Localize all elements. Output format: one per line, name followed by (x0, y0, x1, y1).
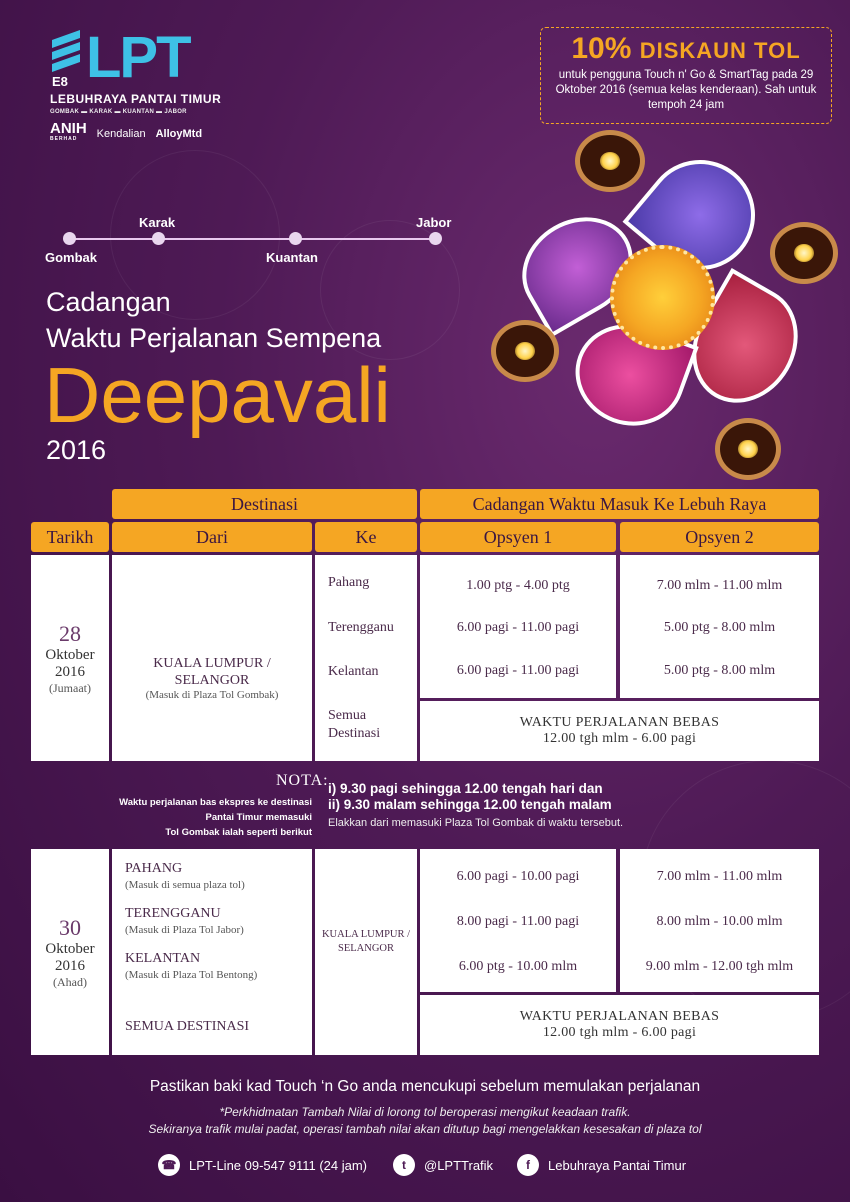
nota-sub: Elakkan dari memasuki Plaza Tol Gombak di waktu tersebut. (328, 817, 624, 829)
row2-opsyen2 (620, 849, 819, 992)
header-opsyen1: Opsyen 1 (420, 522, 616, 552)
row1-op2-time: 5.00 ptg - 8.00 mlm (663, 663, 776, 678)
row2-free-title: WAKTU PERJALANAN BEBAS (519, 1009, 720, 1024)
row2-to-name: KUALA LUMPUR / SELANGOR (321, 929, 411, 954)
row2-from (112, 849, 312, 1055)
anih-logo: ANIH (50, 120, 87, 137)
rangoli-decoration (505, 130, 850, 485)
phone-icon: ☎ (158, 1154, 180, 1176)
contact-twitter[interactable] (393, 1154, 493, 1176)
route-stop-gombak: Gombak (45, 250, 98, 265)
route-dot (429, 232, 442, 245)
row1-op1-time: 6.00 pagi - 11.00 pagi (456, 620, 580, 635)
route-dot (63, 232, 76, 245)
row1-op2-time: 7.00 mlm - 11.00 mlm (656, 578, 783, 593)
footer-notice: Pastikan baki kad Touch ‘n Go anda mencukupi sebelum memulakan perjalanan (149, 1078, 701, 1095)
route-dot (289, 232, 302, 245)
header-cadangan: Cadangan Waktu Masuk Ke Lebuh Raya (420, 489, 819, 519)
oil-lamp (491, 320, 559, 382)
row2-from-name: SEMUA DESTINASI (125, 1019, 250, 1034)
row2-op1-time: 8.00 pagi - 11.00 pagi (456, 914, 580, 929)
route-dot (152, 232, 165, 245)
row2-from-name: KELANTAN (125, 951, 201, 966)
row2-op2-time: 9.00 mlm - 12.00 tgh mlm (645, 959, 794, 974)
row1-free-travel (420, 701, 819, 761)
row1-op2-time: 5.00 ptg - 8.00 mlm (663, 620, 776, 635)
row2-op2-time: 8.00 mlm - 10.00 mlm (656, 914, 783, 929)
nota-left-line: Pantai Timur memasuki (205, 812, 312, 823)
row2-free-travel (420, 995, 819, 1055)
oil-lamp (770, 222, 838, 284)
facebook-icon: f (517, 1154, 539, 1176)
discount-box (540, 27, 832, 124)
row1-to-item: Kelantan (328, 664, 379, 679)
nota-left (60, 795, 312, 840)
nota-times (328, 781, 612, 813)
logo-name: LPT (86, 25, 190, 90)
row2-from-sub: (Masuk di semua plaza tol) (125, 879, 245, 891)
nota-label: NOTA: (276, 772, 329, 789)
row1-date (31, 555, 109, 761)
row1-free-title: WAKTU PERJALANAN BEBAS (519, 715, 720, 730)
logo-route: GOMBAK ▬ KARAK ▬ KUANTAN ▬ JABOR (50, 109, 187, 115)
lpt-logo-icon (50, 28, 82, 90)
nota-left-line: Waktu perjalanan bas ekspres ke destinasi (119, 797, 312, 808)
footer-disclaimer-line: Sekiranya trafik mulai padat, operasi tambah nilai akan ditutup bagi mengelakkan kesesakan di plaza tol (148, 1122, 702, 1136)
footer-disclaimer-line: *Perkhidmatan Tambah Nilai di lorong tol beroperasi mengikut keadaan trafik. (219, 1105, 631, 1119)
row2-date-day: (Ahad) (53, 974, 87, 989)
row2-from-sub: (Masuk di Plaza Tol Jabor) (125, 924, 244, 936)
heading-deepavali: Deepavali (44, 351, 391, 439)
kendalian-text: Kendalian (96, 128, 146, 140)
row2-op2-time: 7.00 mlm - 11.00 mlm (656, 869, 783, 884)
twitter-text: @LPTTrafik (424, 1157, 494, 1173)
row1-from-name: KUALA LUMPUR / SELANGOR (153, 656, 271, 688)
row1-to (315, 555, 417, 761)
phone-text: LPT-Line 09-547 9111 (24 jam) (189, 1157, 368, 1173)
row1-to-item: Pahang (328, 575, 370, 590)
rangoli-flower (610, 245, 715, 350)
row1-date-year: 2016 (55, 663, 85, 680)
row1-from (112, 555, 312, 761)
svg-text:E8: E8 (52, 74, 68, 89)
header-destinasi: Destinasi (112, 489, 417, 519)
heading-year: 2016 (46, 435, 107, 465)
row1-opsyen2 (620, 555, 819, 698)
row2-date (31, 849, 109, 1055)
discount-body: untuk pengguna Touch n' Go & SmartTag pada 29 Oktober 2016 (semua kelas kenderaan). Sah untuk tempoh 24 jam (555, 69, 817, 111)
oil-lamp (715, 418, 781, 480)
discount-percent: 10% (571, 32, 632, 65)
contact-facebook[interactable] (517, 1154, 686, 1176)
footer-disclaimer (0, 1104, 850, 1138)
header-tarikh: Tarikh (31, 522, 109, 552)
row1-to-item: Terengganu (328, 620, 394, 635)
heading-line2: Waktu Perjalanan Sempena (46, 323, 382, 353)
row2-from-name: TERENGGANU (125, 906, 221, 921)
twitter-icon: t (393, 1154, 415, 1176)
logo-fullname: LEBUHRAYA PANTAI TIMUR (50, 92, 222, 106)
row1-date-month: Oktober (45, 646, 95, 663)
row2-date-year: 2016 (55, 957, 85, 974)
row1-date-day: (Jumaat) (49, 680, 91, 695)
row1-from-sub: (Masuk di Plaza Tol Gombak) (145, 689, 279, 701)
row2-date-month: Oktober (45, 940, 95, 957)
anih-sub: BERHAD (50, 136, 78, 142)
row2-op1-time: 6.00 ptg - 10.00 mlm (458, 959, 578, 974)
row2-from-sub: (Masuk di Plaza Tol Bentong) (125, 969, 258, 981)
row2-op1-time: 6.00 pagi - 10.00 pagi (456, 869, 580, 884)
heading-line1: Cadangan (46, 287, 171, 317)
row2-free-time: 12.00 tgh mlm - 6.00 pagi (542, 1025, 697, 1040)
discount-label: DISKAUN TOL (639, 38, 801, 63)
row1-to-item: Semua Destinasi (328, 708, 381, 741)
route-line (68, 238, 436, 240)
row2-from-name: PAHANG (125, 861, 183, 876)
header-dari: Dari (112, 522, 312, 552)
row1-opsyen1 (420, 555, 616, 698)
header-opsyen2: Opsyen 2 (620, 522, 819, 552)
route-stop-kuantan: Kuantan (266, 250, 318, 265)
row1-op1-time: 6.00 pagi - 11.00 pagi (456, 663, 580, 678)
discount-title (541, 32, 831, 68)
oil-lamp (575, 130, 645, 192)
contact-phone[interactable] (158, 1154, 367, 1176)
nota-time-2: ii) 9.30 malam sehingga 12.00 tengah malam (328, 797, 612, 812)
row2-opsyen1 (420, 849, 616, 992)
nota-left-line: Tol Gombak ialah seperti berikut (165, 827, 312, 838)
nota-time-1: i) 9.30 pagi sehingga 12.00 tengah hari dan (328, 781, 603, 796)
facebook-text: Lebuhraya Pantai Timur (548, 1157, 687, 1173)
row1-free-time: 12.00 tgh mlm - 6.00 pagi (542, 731, 697, 746)
row2-date-num: 30 (59, 914, 81, 940)
row1-date-num: 28 (59, 620, 81, 646)
logo-partners (50, 120, 203, 144)
row2-to (315, 849, 417, 1055)
route-stop-jabor: Jabor (416, 215, 452, 230)
alloy-logo: AlloyMtd (155, 128, 203, 140)
header-ke: Ke (315, 522, 417, 552)
row1-op1-time: 1.00 ptg - 4.00 ptg (466, 578, 570, 593)
route-stop-karak: Karak (139, 215, 176, 230)
